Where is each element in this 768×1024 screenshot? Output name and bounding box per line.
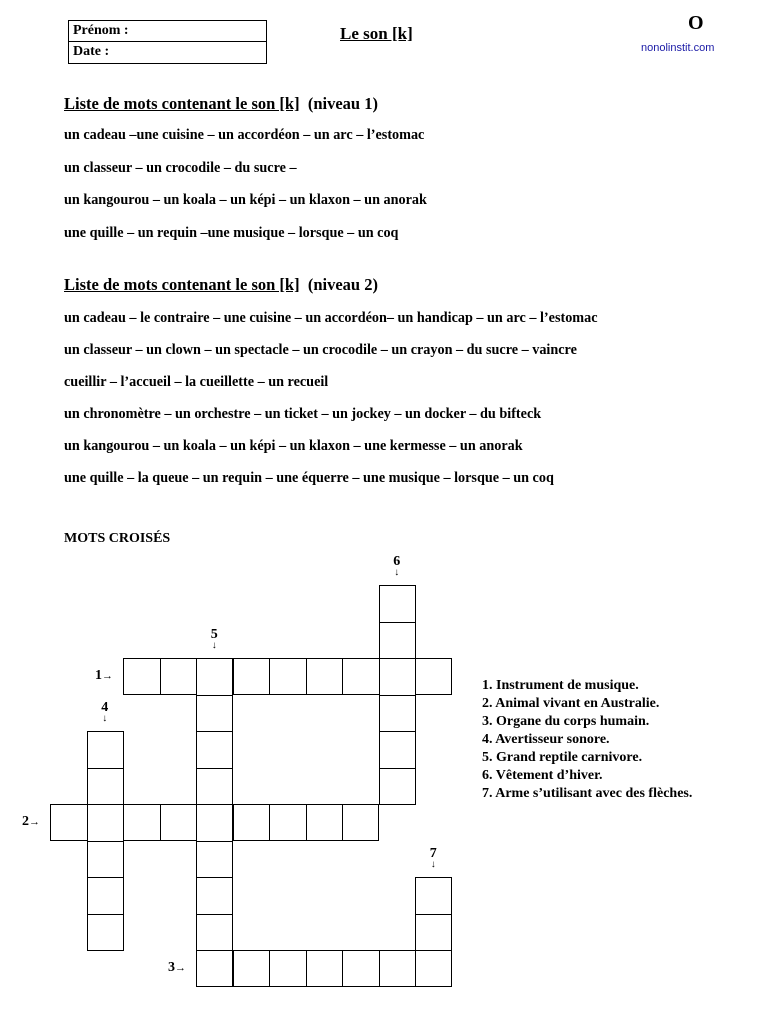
arrow-down-icon: ↓ <box>430 859 436 870</box>
firstname-field[interactable] <box>69 21 266 42</box>
level1-level: (niveau 1) <box>307 94 378 113</box>
clue-item: 1. Instrument de musique. <box>482 678 639 693</box>
crossword-cell[interactable] <box>306 950 343 987</box>
down-4-marker <box>95 701 115 723</box>
level2-line: un classeur – un clown – un spectacle – un crocodile – un crayon – du sucre – vaincre <box>64 342 577 358</box>
crossword-cell[interactable] <box>196 914 233 951</box>
crossword-cell[interactable] <box>196 658 233 695</box>
level2-line: un chronomètre – un orchestre – un ticket – un jockey – un docker – du bifteck <box>64 406 542 422</box>
crossword-cell[interactable] <box>379 585 416 622</box>
crossword-cell[interactable] <box>196 841 233 878</box>
date-field[interactable] <box>69 42 266 63</box>
down-number: 5 <box>210 627 218 642</box>
arrow-down-icon: ↓ <box>102 713 108 724</box>
level1-line: un cadeau –une cuisine – un accordéon – un arc – l’estomac <box>64 127 425 143</box>
clue-list <box>482 677 692 803</box>
down-number: 7 <box>429 846 437 861</box>
level2-line: un kangourou – un koala – un képi – un klaxon – une kermesse – un anorak <box>64 438 523 454</box>
arrow-right-icon: → <box>102 670 113 682</box>
clue-item: 7. Arme s’utilisant avec des flèches. <box>482 786 693 801</box>
crossword-cell[interactable] <box>306 804 343 841</box>
crossword-cell[interactable] <box>87 914 124 951</box>
down-6-marker <box>387 555 407 577</box>
crossword-cell[interactable] <box>160 804 197 841</box>
arrow-down-icon: ↓ <box>211 640 217 651</box>
crossword-cell[interactable] <box>415 914 452 951</box>
crossword-cell[interactable] <box>233 804 270 841</box>
across-number: 1 <box>95 668 102 683</box>
crossword-cell[interactable] <box>379 658 416 695</box>
level1-line: un kangourou – un koala – un képi – un klaxon – un anorak <box>64 192 427 208</box>
crossword-cell[interactable] <box>196 768 233 805</box>
arrow-down-icon: ↓ <box>394 567 400 578</box>
crossword-cell[interactable] <box>196 950 233 987</box>
crossword-cell[interactable] <box>196 877 233 914</box>
crossword-cell[interactable] <box>160 658 197 695</box>
arrow-right-icon: → <box>175 962 186 974</box>
crossword-cell[interactable] <box>233 950 270 987</box>
clue-item: 2. Animal vivant en Australie. <box>482 696 660 711</box>
crossword-cell[interactable] <box>342 804 379 841</box>
crossword-cell[interactable] <box>342 658 379 695</box>
level2-line: cueillir – l’accueil – la cueillette – un recueil <box>64 374 329 390</box>
crossword-cell[interactable] <box>50 804 87 841</box>
crossword-cell[interactable] <box>87 768 124 805</box>
crossword-heading: MOTS CROISÉS <box>64 531 171 546</box>
level2-line: une quille – la queue – un requin – une équerre – une musique – lorsque – un coq <box>64 470 554 486</box>
across-1-marker <box>95 668 113 684</box>
level1-heading-text: Liste de mots contenant le son [k] <box>64 94 300 113</box>
across-3-marker <box>168 960 186 976</box>
date-label: Date : <box>73 44 110 59</box>
crossword-cell[interactable] <box>196 731 233 768</box>
crossword-cell[interactable] <box>306 658 343 695</box>
page-title: Le son [k] <box>340 24 413 43</box>
level2-line: un cadeau – le contraire – une cuisine – un accordéon– un handicap – un arc – l’estomac <box>64 310 598 326</box>
site-link[interactable]: nonolinstit.com <box>641 42 715 54</box>
crossword-cell[interactable] <box>379 768 416 805</box>
crossword-cell[interactable] <box>233 658 270 695</box>
crossword-cell[interactable] <box>379 695 416 732</box>
crossword-cell[interactable] <box>87 841 124 878</box>
crossword-cell[interactable] <box>123 658 160 695</box>
across-2-marker <box>22 814 40 830</box>
level2-level: (niveau 2) <box>307 275 378 294</box>
crossword-cell[interactable] <box>196 695 233 732</box>
crossword-cell[interactable] <box>379 622 416 659</box>
crossword-cell[interactable] <box>269 950 306 987</box>
arrow-right-icon: → <box>29 816 40 828</box>
across-number: 2 <box>22 814 29 829</box>
crossword-cell[interactable] <box>269 804 306 841</box>
crossword-cell[interactable] <box>87 804 124 841</box>
name-date-box <box>68 20 267 64</box>
crossword-cell[interactable] <box>379 950 416 987</box>
firstname-label: Prénom : <box>73 23 129 38</box>
clue-item: 4. Avertisseur sonore. <box>482 732 610 747</box>
crossword-cell[interactable] <box>87 877 124 914</box>
across-number: 3 <box>168 960 175 975</box>
down-7-marker <box>423 847 443 869</box>
down-number: 6 <box>393 554 401 569</box>
clue-item: 3. Organe du corps humain. <box>482 714 650 729</box>
level2-heading <box>64 275 378 295</box>
level1-line: une quille – un requin –une musique – lorsque – un coq <box>64 225 399 241</box>
down-number: 4 <box>101 700 109 715</box>
down-5-marker <box>204 628 224 650</box>
corner-mark: O <box>688 12 704 34</box>
crossword-cell[interactable] <box>123 804 160 841</box>
clue-item: 5. Grand reptile carnivore. <box>482 750 643 765</box>
crossword-cell[interactable] <box>415 658 452 695</box>
crossword-cell[interactable] <box>196 804 233 841</box>
crossword-cell[interactable] <box>379 731 416 768</box>
clue-item: 6. Vêtement d’hiver. <box>482 768 603 783</box>
crossword-cell[interactable] <box>415 877 452 914</box>
crossword-cell[interactable] <box>269 658 306 695</box>
crossword-cell[interactable] <box>415 950 452 987</box>
level1-heading <box>64 94 378 114</box>
level2-heading-text: Liste de mots contenant le son [k] <box>64 275 300 294</box>
crossword-cell[interactable] <box>87 731 124 768</box>
crossword-cell[interactable] <box>342 950 379 987</box>
level1-line: un classeur – un crocodile – du sucre – <box>64 160 297 176</box>
